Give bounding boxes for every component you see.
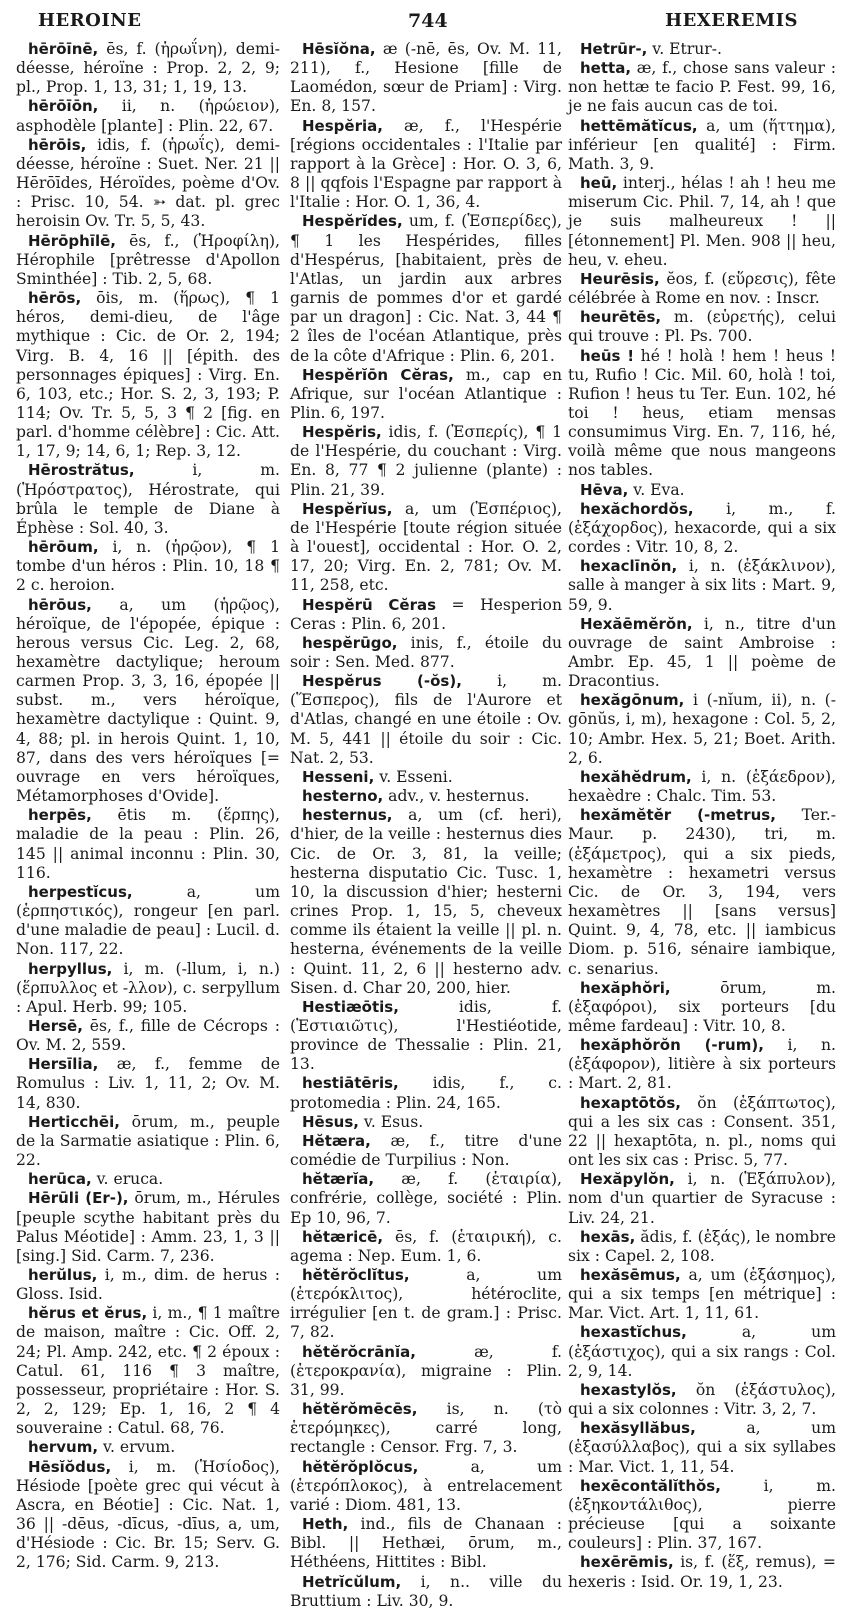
entry-definition: ōrum, m., Hérules [peuple scythe habitant près du Palus Méotide] : Amm. 23, 1, 3 || [sing.] Sid. Carm. 7, 236.	[16, 1189, 280, 1265]
entry-definition: i, m. (Ἡρόστρατος), Hérostrate, qui brûla le temple de Diane à Éphèse : Sol. 40, 3.	[16, 461, 280, 537]
entry-definition: i, n. (Ἑξάπυλον), nom d'un quartier de Syracuse : Liv. 24, 21.	[568, 1170, 836, 1227]
dictionary-entry	[16, 232, 280, 289]
entry-headword: hĕtĕrŏplŏcus,	[302, 1457, 419, 1476]
dictionary-entry	[568, 347, 836, 481]
entry-definition: i, m. (Ἕσπερος), fils de l'Aurore et d'Atlas, changé en une étoile : Ov. M. 5, 441 || étoile du soir : Cic. Nat. 2, 53.	[290, 672, 562, 767]
entry-headword: hervum,	[28, 1438, 99, 1457]
dictionary-entry	[290, 1228, 562, 1266]
dictionary-entry	[16, 538, 280, 595]
entry-headword: Hespĕris,	[302, 423, 382, 442]
entry-headword: Hetrĭcŭlum,	[302, 1572, 402, 1591]
dictionary-entry	[290, 500, 562, 596]
entry-headword: hērōs,	[28, 289, 82, 308]
entry-headword: hexaptōtŏs,	[580, 1093, 681, 1112]
entry-definition: æ, f. (ἑταιρία), confrérie, collège, société : Plin. Ep 10, 96, 7.	[290, 1170, 562, 1227]
entry-headword: Heth,	[302, 1515, 349, 1534]
entry-headword: hexastylŏs,	[580, 1380, 677, 1399]
entry-headword: Hespĕria,	[302, 116, 383, 135]
entry-headword: Hersē,	[28, 1016, 83, 1035]
dictionary-entry	[16, 1458, 280, 1573]
column-1	[16, 40, 280, 1572]
entry-definition: v. ervum.	[98, 1438, 176, 1457]
entry-headword: Hespĕrus (-ŏs),	[302, 672, 462, 691]
entry-headword: Hēsĭŏna,	[302, 40, 376, 58]
entry-headword: herpēs,	[28, 806, 92, 825]
entry-headword: hērōus,	[28, 595, 92, 614]
dictionary-entry	[290, 768, 562, 787]
dictionary-entry	[568, 59, 836, 116]
entry-headword: Hespĕrĭōn Cĕras,	[302, 365, 454, 384]
dictionary-entry	[290, 672, 562, 768]
entry-headword: hesterno,	[302, 787, 384, 806]
entry-headword: Hēsĭŏdus,	[28, 1457, 112, 1476]
entry-headword: Hestiæōtis,	[302, 997, 399, 1016]
entry-headword: Hetrūr-,	[580, 40, 648, 58]
dictionary-entry	[16, 1055, 280, 1112]
entry-headword: hexăgōnum,	[580, 691, 685, 710]
entry-headword: Hespĕrū Cĕras	[302, 595, 437, 614]
entry-definition: v. eruca.	[91, 1170, 164, 1189]
entry-definition: æ, f., titre d'une comédie de Turpilius : Non.	[290, 1131, 562, 1170]
entry-headword: hērōīōn,	[28, 97, 99, 116]
entry-headword: Hersīlia,	[28, 1055, 99, 1074]
entry-headword: Hērōphīlē,	[28, 231, 117, 250]
entry-definition: i, n. (ἑξάκλινον), salle à manger à six lits : Mart. 9, 59, 9.	[568, 557, 836, 614]
dictionary-entry	[568, 1170, 836, 1227]
dictionary-entry	[16, 40, 280, 97]
entry-definition: um, f. (Ἑσπερίδες), ¶ 1 les Hespérides, filles d'Hespérus, [habitaient, près de l'Atlas, un jardin aux arbres garnis de pommes d'or et gardé par un dragon] : Cic. Nat. 3, 44 ¶ 2 îles de l'océan Atlantique, près de la côte d'Afrique : Plin. 6, 201.	[290, 212, 562, 365]
entry-definition: idis, f., c. protomedia : Plin. 24, 165.	[290, 1074, 562, 1112]
entry-definition: idis, f. (Ἑστιαιῶτις), l'Hestiéotide, province de Thessalie : Plin. 21, 13.	[290, 997, 562, 1074]
entry-headword: Hespĕrĭdes,	[302, 212, 403, 231]
dictionary-entry	[16, 596, 280, 807]
dictionary-entry	[16, 136, 280, 232]
entry-headword: hexăsēmus,	[580, 1266, 681, 1284]
entry-headword: hestiātēris,	[302, 1074, 399, 1093]
entry-definition: a, um (ἑτερόκλιτος), hétéroclite, irrégulier [en t. de gram.] : Prisc. 7, 82.	[290, 1266, 562, 1342]
entry-definition: adv., v. hesternus.	[383, 787, 530, 806]
entry-definition: ĕos, f. (εὕρεσις), fête célébrée à Rome en nov. : Inscr.	[568, 269, 836, 308]
dictionary-entry	[290, 40, 562, 117]
entry-definition: m., cap en Afrique, sur l'océan Atlantique : Plin. 6, 197.	[290, 365, 562, 422]
entry-headword: Hĕtæra,	[302, 1131, 371, 1150]
entry-headword: hĕrus et ĕrus,	[28, 1304, 148, 1323]
entry-definition: a, um (ἑρπηστικός), rongeur [en parl. d'une maladie de peau] : Lucil. d. Non. 117, 22.	[16, 882, 280, 959]
dictionary-entry	[290, 787, 562, 806]
entry-definition: ēs, f., fille de Cécrops : Ov. M. 2, 559.	[16, 1016, 280, 1055]
dictionary-entry	[568, 500, 836, 557]
entry-headword: hettēmătĭcus,	[580, 116, 698, 135]
dictionary-entry	[568, 1228, 836, 1266]
dictionary-entry	[568, 557, 836, 614]
entry-definition: a, um (ἑξασύλλαβος), qui a six syllabes : Mar. Vict. 1, 11, 54.	[568, 1419, 836, 1476]
entry-headword: hexăphŏri,	[580, 978, 671, 997]
entry-definition: ōrum, m. (ἑξαφόροι), six porteurs [du même fardeau] : Vitr. 10, 8.	[568, 978, 836, 1035]
entry-headword: hexēcontălĭthŏs,	[580, 1476, 721, 1495]
entry-definition: idis, f. (ἡρωΐς), demi-déesse, héroïne : Suet. Ner. 21 || Hērōīdes, Héroïdes, poème d'Ov. : Prisc. 10, 54. ➳ dat. pl. grec heroisin Ov. Tr. 5, 5, 43.	[16, 135, 280, 231]
entry-definition: æ, f., femme de Romulus : Liv. 1, 11, 2; Ov. M. 14, 830.	[16, 1055, 280, 1112]
dictionary-entry	[16, 461, 280, 538]
column-2	[290, 40, 562, 1610]
entry-definition: is, n. (τὸ ἑτερόμηκες), carré long, rectangle : Censor. Frg. 7, 3.	[290, 1400, 562, 1457]
entry-definition: ind., fils de Chanaan : Bibl. || Hethæi, ōrum, m., Héthéens, Hittites : Bibl.	[290, 1515, 562, 1572]
dictionary-entry	[568, 481, 836, 500]
dictionary-entry	[568, 1419, 836, 1476]
entry-headword: hĕtæricē,	[302, 1227, 384, 1246]
entry-definition: is, f. (ἕξ, remus), = hexeris : Isid. Or. 19, 1, 23.	[568, 1553, 836, 1591]
dictionary-entry	[16, 806, 280, 883]
entry-definition: ŏn (ἑξάπτωτος), qui a les six cas : Consent. 351, 22 || hexaptōta, n. pl., noms qui ont les six cas : Prisc. 5, 77.	[568, 1093, 836, 1170]
entry-headword: hexămĕtĕr (-metrus,	[580, 806, 776, 825]
entry-definition: ădis, f. (ἑξάς), le nombre six : Capel. 2, 108.	[568, 1227, 836, 1265]
dictionary-entry	[290, 634, 562, 672]
dictionary-entry	[290, 998, 562, 1075]
entry-definition: m. (εὑρετής), celui qui trouve : Pl. Ps. 700.	[568, 308, 836, 346]
dictionary-entry	[16, 1017, 280, 1055]
dictionary-entry	[290, 212, 562, 365]
dictionary-entry	[290, 117, 562, 213]
entry-headword: hērōis,	[28, 135, 87, 154]
entry-headword: Herticchēi,	[28, 1112, 120, 1131]
entry-definition: a, um (ἥττημα), inférieur [en qualité] : Firm. Math. 3, 9.	[568, 116, 836, 173]
entry-headword: Hēva,	[580, 480, 629, 499]
dictionary-entry	[16, 1266, 280, 1304]
entry-definition: ēs, f., (Ἡροφίλη), Hérophile [prêtresse d'Apollon Sminthée] : Tib. 2, 5, 68.	[16, 231, 280, 288]
dictionary-entry	[290, 596, 562, 634]
entry-headword: hexērēmis,	[580, 1553, 674, 1572]
dictionary-entry	[290, 806, 562, 998]
entry-headword: hērōīnē,	[28, 40, 99, 58]
entry-headword: Hēsus,	[302, 1112, 359, 1131]
dictionary-entry	[568, 691, 836, 768]
entry-definition: v. Etrur-.	[647, 40, 722, 58]
entry-definition: i, m. (ἑξηκοντάλιθος), pierre précieuse [qui a soixante couleurs] : Plin. 37, 167.	[568, 1476, 836, 1553]
entry-definition: i, m. (Ἡσίοδος), Hésiode [poète grec qui vécut à Ascra, en Béotie] : Cic. Nat. 1, 36 || -dēus, -dīcus, -dīus, a, um, d'Hésiode : Cic. Br. 15; Serv. G. 2, 176; Sid. Carm. 9, 213.	[16, 1457, 280, 1572]
entry-headword: herpestĭcus,	[28, 882, 133, 901]
dictionary-entry	[568, 979, 836, 1036]
entry-headword: hĕtĕrŏmēcēs,	[302, 1400, 418, 1419]
entry-headword: hesternus,	[302, 806, 393, 825]
entry-headword: hexās,	[580, 1227, 636, 1246]
entry-headword: hexăphŏrŏn (-rum),	[580, 1036, 764, 1055]
entry-definition: a, um (Ἑσπέριος), de l'Hespérie [toute région située à l'ouest], occidental : Hor. O. 2, 17, 20; Virg. En. 2, 781; Ov. M. 11, 258, etc.	[290, 499, 562, 595]
entry-definition: ōrum, m., peuple de la Sarmatie asiatique : Plin. 6, 22.	[16, 1112, 280, 1170]
dictionary-entry	[568, 1094, 836, 1171]
entry-definition: v. Esus.	[358, 1112, 424, 1131]
dictionary-entry	[290, 1458, 562, 1515]
entry-definition: æ, f., chose sans valeur : non hettæ te facio P. Fest. 99, 16, je ne fais aucun cas de toi.	[568, 59, 836, 116]
entry-definition: inis, f., étoile du soir : Sen. Med. 877.	[290, 633, 562, 671]
dictionary-entry	[290, 1573, 562, 1611]
entry-definition: ōis, m. (ἥρως), ¶ 1 héros, demi-dieu, de l'âge mythique : Cic. de Or. 2, 194; Virg. B. 4, 16 || [épith. des personnages épiques] : Virg. En. 6, 103, etc.; Hor. S. 2, 3, 193; P. 114; Ov. Tr. 5, 5, 3 ¶ 2 [fig. en parl. d'homme célèbre] : Cic. Att. 1, 17, 9; 14, 6, 1; Rep. 3, 12.	[16, 289, 280, 461]
entry-definition: v. Eva.	[628, 480, 685, 499]
dictionary-entry	[16, 1438, 280, 1457]
dictionary-entry	[568, 1323, 836, 1380]
entry-definition: æ, f., l'Hespérie [régions occidentales : l'Italie par rapport à la Grèce] : Hor. O. 3, 6, 8 || qqfois l'Espagne par rapport à l'Italie : Hor. O. 1, 36, 4.	[290, 116, 562, 212]
dictionary-entry	[16, 960, 280, 1017]
right-running-head: HEXEREMIS	[665, 10, 798, 31]
entry-headword: herūca,	[28, 1170, 92, 1189]
entry-headword: heūs !	[580, 346, 635, 365]
entry-headword: hetta,	[580, 59, 632, 78]
entry-definition: a, um (ἡρῷος), héroïque, de l'épopée, épique : herous versus Cic. Leg. 2, 68, hexamètre dactylique; heroum carmen Prop. 3, 3, 16, épopée || subst. m., vers héroïque, hexamètre dactylique : Quint. 9, 4, 88; pl. in herois Quint. 1, 10, 87, dans des vers héroïques [= ouvrage en vers héroïques, Métamorphoses d'Ovide].	[16, 595, 280, 806]
dictionary-entry	[290, 1343, 562, 1400]
entry-headword: Heurēsis,	[580, 269, 660, 288]
dictionary-entry	[16, 1304, 280, 1438]
entry-headword: hĕtĕrŏclĭtus,	[302, 1266, 410, 1284]
dictionary-entry	[568, 40, 836, 59]
entry-definition: i, m., f. (ἑξάχορδος), hexacorde, qui a six cordes : Vitr. 10, 8, 2.	[568, 499, 836, 557]
entry-definition: i, n. (ἑξάεδρον), hexaèdre : Chalc. Tim. 53.	[568, 767, 836, 806]
entry-definition: a, um (ἑξάσημος), qui a six temps [en métrique] : Mar. Vict. Art. 1, 11, 61.	[568, 1266, 836, 1323]
dictionary-entry	[568, 308, 836, 346]
entry-definition: æ, f. (ἑτεροκρανία), migraine : Plin. 31, 99.	[290, 1342, 562, 1399]
dictionary-entry	[568, 615, 836, 692]
entry-headword: herŭlus,	[28, 1266, 98, 1284]
entry-definition: a, um (ἑτερόπλοκος), à entrelacement varié : Diom. 481, 13.	[290, 1457, 562, 1514]
entry-definition: ii, n. (ἡρώειον), asphodèle [plante] : Plin. 22, 67.	[16, 97, 280, 135]
entry-definition: i, n. (ἑξάφορον), litière à six porteurs : Mart. 2, 81.	[568, 1036, 836, 1093]
dictionary-entry	[16, 97, 280, 135]
entry-headword: hexăsyllăbus,	[580, 1419, 696, 1438]
entry-headword: hĕtĕrŏcrānĭa,	[302, 1342, 416, 1361]
entry-definition: æ (-nē, ēs, Ov. M. 11, 211), f., Hesione [fille de Laomédon, sœur de Priam] : Virg. En. 8, 157.	[290, 40, 562, 116]
entry-headword: Hērostrătus,	[28, 461, 135, 480]
dictionary-entry	[290, 1400, 562, 1457]
dictionary-entry	[290, 1515, 562, 1572]
dictionary-entry	[16, 883, 280, 960]
column-3	[568, 40, 836, 1591]
entry-definition: i, n. (ἡρῷον), ¶ 1 tombe d'un héros : Plin. 10, 18 ¶ 2 c. heroion.	[16, 538, 280, 595]
dictionary-entry	[568, 1553, 836, 1591]
dictionary-entry	[290, 1113, 562, 1132]
dictionary-entry	[568, 806, 836, 978]
dictionary-entry	[568, 1381, 836, 1419]
dictionary-entry	[568, 117, 836, 174]
entry-headword: hexaclīnŏn,	[580, 557, 678, 576]
entry-definition: i, m., dim. de herus : Gloss. Isid.	[16, 1266, 280, 1304]
entry-definition: i, n.. ville du Bruttium : Liv. 30, 9.	[290, 1572, 562, 1610]
entry-headword: heurētēs,	[580, 308, 662, 327]
entry-headword: heū,	[580, 174, 618, 193]
entry-headword: Hesseni,	[302, 767, 375, 786]
entry-definition: i, n., titre d'un ouvrage de saint Ambroise : Ambr. Ep. 45, 1 || poème de Dracontius.	[568, 614, 836, 691]
entry-definition: ēs, f. (ἑταιρική), c. agema : Nep. Eum. 1, 6.	[290, 1227, 562, 1265]
dictionary-entry	[16, 1113, 280, 1170]
entry-headword: Hexăēmĕrŏn,	[580, 614, 693, 633]
dictionary-entry	[290, 1074, 562, 1112]
dictionary-entry	[568, 270, 836, 308]
entry-headword: Hespĕrĭus,	[302, 499, 393, 518]
entry-definition: i (-nĭum, ii), n. (-gōnŭs, i, m), hexagone : Col. 5, 2, 10; Ambr. Hex. 5, 21; Boet. Arith. 2, 6.	[568, 691, 836, 767]
dictionary-entry	[568, 1036, 836, 1093]
dictionary-entry	[16, 1189, 280, 1266]
dictionary-entry	[290, 1132, 562, 1170]
entry-definition: ŏn (ἑξάστυλος), qui a six colonnes : Vitr. 3, 2, 7.	[568, 1380, 836, 1419]
entry-headword: hespĕrūgo,	[302, 633, 398, 652]
entry-headword: Hērūli (Er-),	[28, 1189, 129, 1208]
entry-definition: hé ! holà ! hem ! heus ! tu, Rufio ! Cic. Mil. 60, holà ! toi, Rufion ! heus tu Ter. Eun. 102, hé toi ! heus, etiam mensas consumimus Virg. En. 7, 116, hé, voilà même que nous mangeons nos tables.	[568, 346, 836, 480]
entry-definition: v. Esseni.	[374, 767, 453, 786]
entry-definition: i, m. (-llum, i, n.) (ἕρπυλλος et -λλον), c. serpyllum : Apul. Herb. 99; 105.	[16, 959, 280, 1016]
dictionary-entry	[16, 1170, 280, 1189]
dictionary-entry	[290, 1266, 562, 1343]
entry-definition: a, um (cf. heri), d'hier, de la veille : hesternus dies Cic. de Or. 3, 81, la veille; hesterna disputatio Cic. Tusc. 1, 10, la discussion d'hier; hesterni crines Prop. 1, 15, 5, cheveux comme ils étaient la veille || pl. n. hesterna, événements de la veille : Quint. 11, 2, 6 || hesterno adv. Sisen. d. Char 20, 200, hier.	[290, 806, 562, 997]
entry-headword: hexăhĕdrum,	[580, 767, 692, 786]
dictionary-entry	[16, 289, 280, 461]
entry-definition: a, um (ἑξάστιχος), qui a six rangs : Col. 2, 9, 14.	[568, 1323, 836, 1380]
entry-definition: i, m., ¶ 1 maître de maison, maître : Cic. Off. 2, 24; Pl. Amp. 242, etc. ¶ 2 époux : Catul. 61, 116 ¶ 3 maître, possesseur, propriétaire : Hor. S. 2, 2, 129; Ep. 1, 16, 2 ¶ 4 souveraine : Catul. 68, 76.	[16, 1304, 280, 1438]
entry-headword: hexastĭchus,	[580, 1323, 687, 1342]
left-running-head: HEROINE	[38, 10, 142, 31]
entry-definition: interj., hélas ! ah ! heu me miserum Cic. Phil. 7, 14, ah ! que je suis malheureux ! || [étonnement] Pl. Men. 908 || heu, heu, v. eheu.	[568, 174, 836, 269]
dictionary-entry	[568, 768, 836, 806]
dictionary-entry	[568, 174, 836, 270]
dictionary-entry	[568, 1266, 836, 1323]
entry-headword: hērōum,	[28, 538, 99, 557]
entry-definition: ētis m. (ἕρπης), maladie de la peau : Plin. 26, 145 || animal inconnu : Plin. 30, 116.	[16, 806, 280, 882]
entry-definition: = Hesperion Ceras : Plin. 6, 201.	[290, 595, 562, 633]
entry-definition: Ter.-Maur. p. 2430), tri, m. (ἑξάμετρος), qui a six pieds, hexamètre : hexametri versus Cic. de Or. 3, 194, vers hexamètres || [sans versus] Quint. 9, 4, 78, etc. || iambicus Diom. p. 516, sénaire iambique, c. senarius.	[568, 806, 836, 978]
entry-definition: ēs, f. (ἡρωΐνη), demi-déesse, héroïne : Prop. 2, 2, 9; pl., Prop. 1, 13, 31; 1, 19, 13.	[16, 40, 280, 97]
page-header	[8, 6, 838, 38]
entry-headword: herpyllus,	[28, 959, 113, 978]
dictionary-entry	[568, 1477, 836, 1554]
page-number: 744	[408, 10, 448, 32]
dictionary-entry	[290, 1170, 562, 1227]
entry-headword: hexăchordŏs,	[580, 499, 694, 518]
entry-headword: hĕtærĭa,	[302, 1170, 375, 1189]
entry-definition: idis, f. (Ἑσπερίς), ¶ 1 de l'Hespérie, du couchant : Virg. En. 8, 77 ¶ 2 julienne (plante) : Plin. 21, 39.	[290, 423, 562, 499]
dictionary-entry	[290, 423, 562, 500]
entry-headword: Hexăpylŏn,	[580, 1170, 675, 1189]
dictionary-entry	[290, 366, 562, 423]
